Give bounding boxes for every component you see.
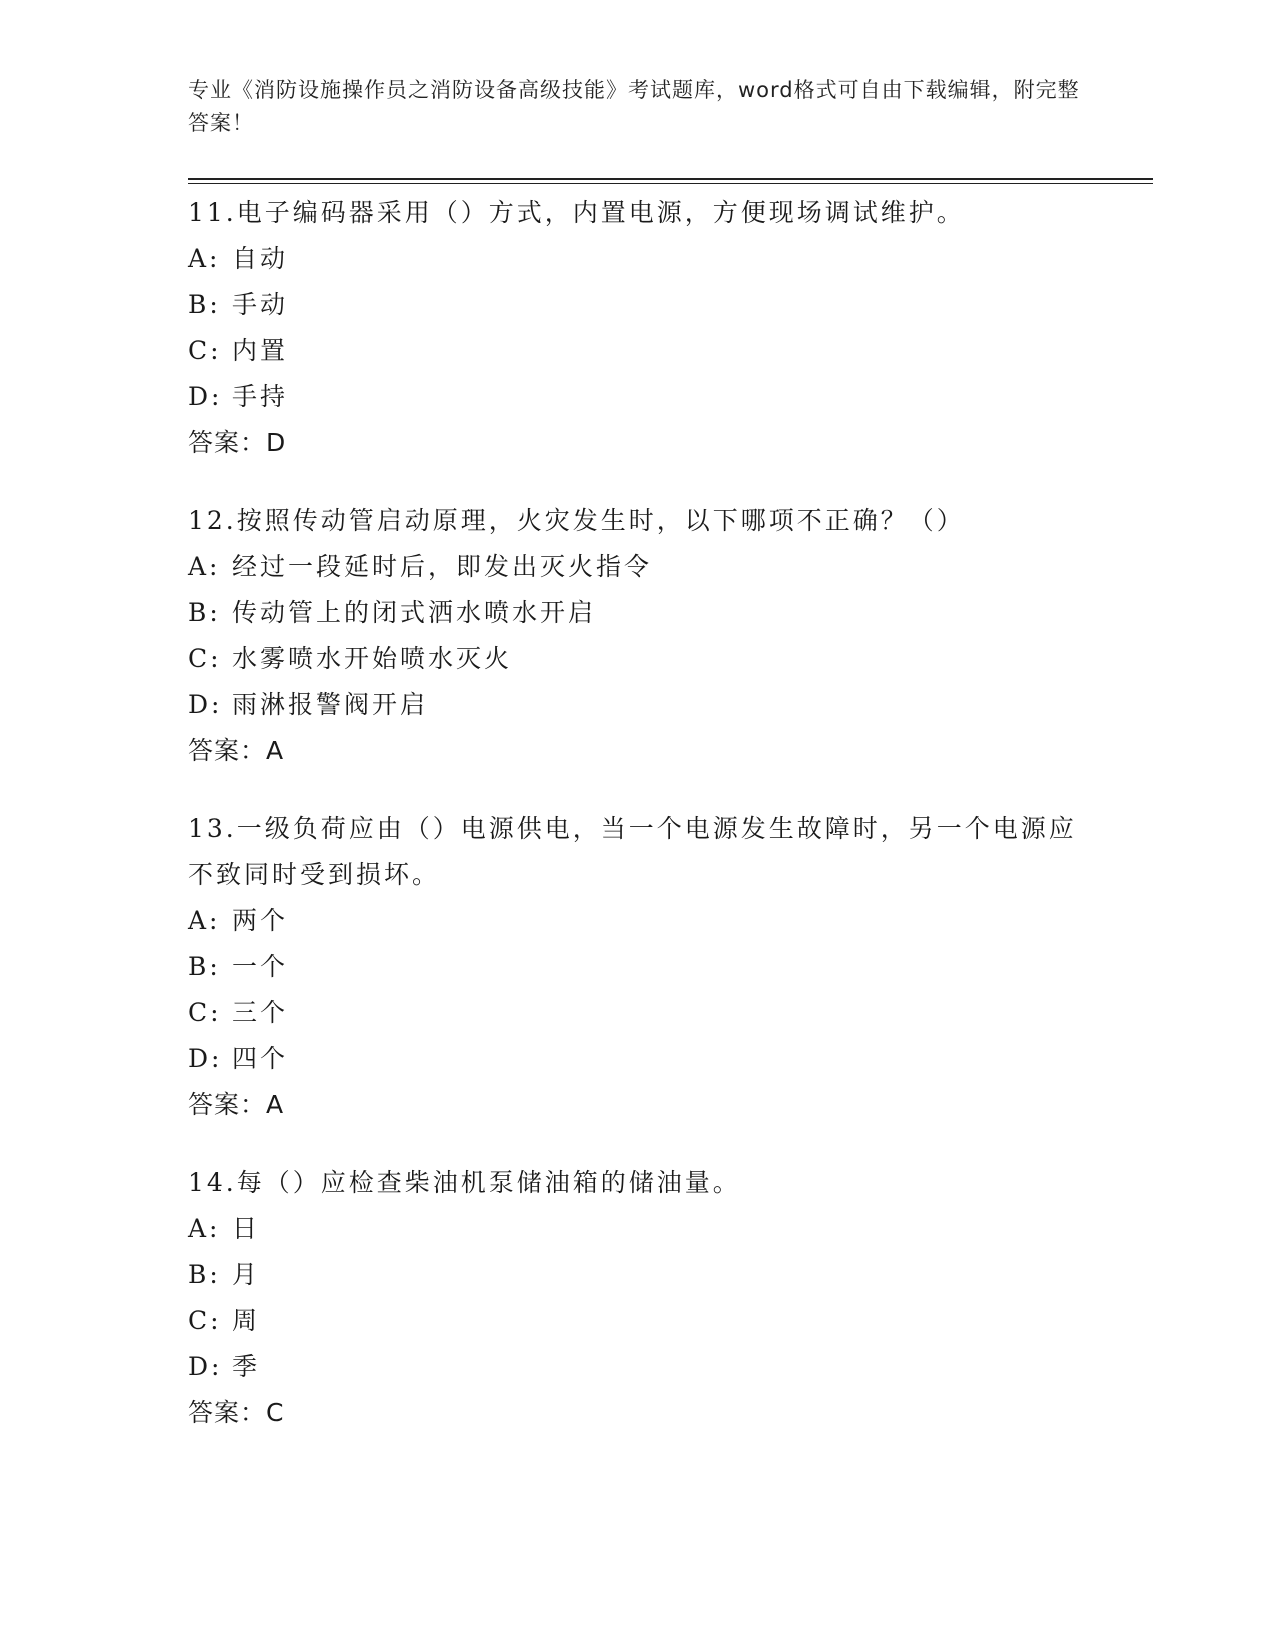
option-d [188, 374, 1088, 420]
option-text: 两个 [232, 906, 289, 935]
option-key: B: [188, 1260, 221, 1289]
option-b [188, 944, 1088, 990]
answer-line: 答案：C [188, 1398, 285, 1427]
option-b [188, 1252, 1088, 1298]
option-text: 周 [232, 1306, 261, 1335]
option-text: 自动 [232, 244, 289, 273]
option-text: 四个 [232, 1044, 289, 1073]
option-text: 一个 [232, 952, 289, 981]
option-text: 季 [232, 1352, 261, 1381]
question-13 [188, 806, 1088, 1128]
option-key: D: [188, 1352, 223, 1381]
option-key: B: [188, 290, 221, 319]
option-key: D: [188, 690, 223, 719]
option-key: C: [188, 998, 222, 1027]
document-header: 专业《消防设施操作员之消防设备高级技能》考试题库，word格式可自由下载编辑，附完整答案！ [188, 78, 1080, 135]
question-stem: 12.按照传动管启动原理，火灾发生时，以下哪项不正确？（） [188, 506, 965, 535]
option-text: 月 [232, 1260, 261, 1289]
question-stem: 13.一级负荷应由（）电源供电，当一个电源发生故障时，另一个电源应不致同时受到损坏。 [188, 814, 1077, 889]
option-c [188, 636, 1088, 682]
option-text: 手持 [232, 382, 289, 411]
option-a [188, 898, 1088, 944]
option-key: C: [188, 336, 222, 365]
option-key: A: [188, 906, 221, 935]
option-text: 手动 [232, 290, 289, 319]
option-key: B: [188, 952, 221, 981]
option-key: A: [188, 244, 221, 273]
question-12 [188, 498, 1088, 774]
header-divider-thick [188, 178, 1153, 180]
option-b [188, 282, 1088, 328]
question-14 [188, 1160, 1088, 1436]
option-key: C: [188, 644, 222, 673]
question-stem: 14.每（）应检查柴油机泵储油箱的储油量。 [188, 1168, 741, 1197]
option-text: 雨淋报警阀开启 [232, 690, 429, 719]
option-d [188, 1036, 1088, 1082]
option-a [188, 236, 1088, 282]
option-a [188, 1206, 1088, 1252]
option-text: 经过一段延时后，即发出灭火指令 [232, 552, 653, 581]
option-key: B: [188, 598, 221, 627]
option-text: 内置 [232, 336, 289, 365]
header-divider-thin [188, 183, 1153, 184]
option-b [188, 590, 1088, 636]
option-c [188, 990, 1088, 1036]
answer-line: 答案：A [188, 1090, 285, 1119]
option-text: 水雾喷水开始喷水灭火 [232, 644, 513, 673]
answer-line: 答案：D [188, 428, 287, 457]
option-key: C: [188, 1306, 222, 1335]
option-key: D: [188, 1044, 223, 1073]
option-key: A: [188, 1214, 221, 1243]
question-11 [188, 190, 1088, 466]
option-key: D: [188, 382, 223, 411]
answer-line: 答案：A [188, 736, 285, 765]
option-key: A: [188, 552, 221, 581]
option-c [188, 1298, 1088, 1344]
option-a [188, 544, 1088, 590]
option-text: 传动管上的闭式洒水喷水开启 [232, 598, 597, 627]
question-stem: 11.电子编码器采用（）方式，内置电源，方便现场调试维护。 [188, 198, 965, 227]
option-d [188, 1344, 1088, 1390]
option-d [188, 682, 1088, 728]
option-text: 三个 [232, 998, 289, 1027]
option-c [188, 328, 1088, 374]
option-text: 日 [232, 1214, 261, 1243]
